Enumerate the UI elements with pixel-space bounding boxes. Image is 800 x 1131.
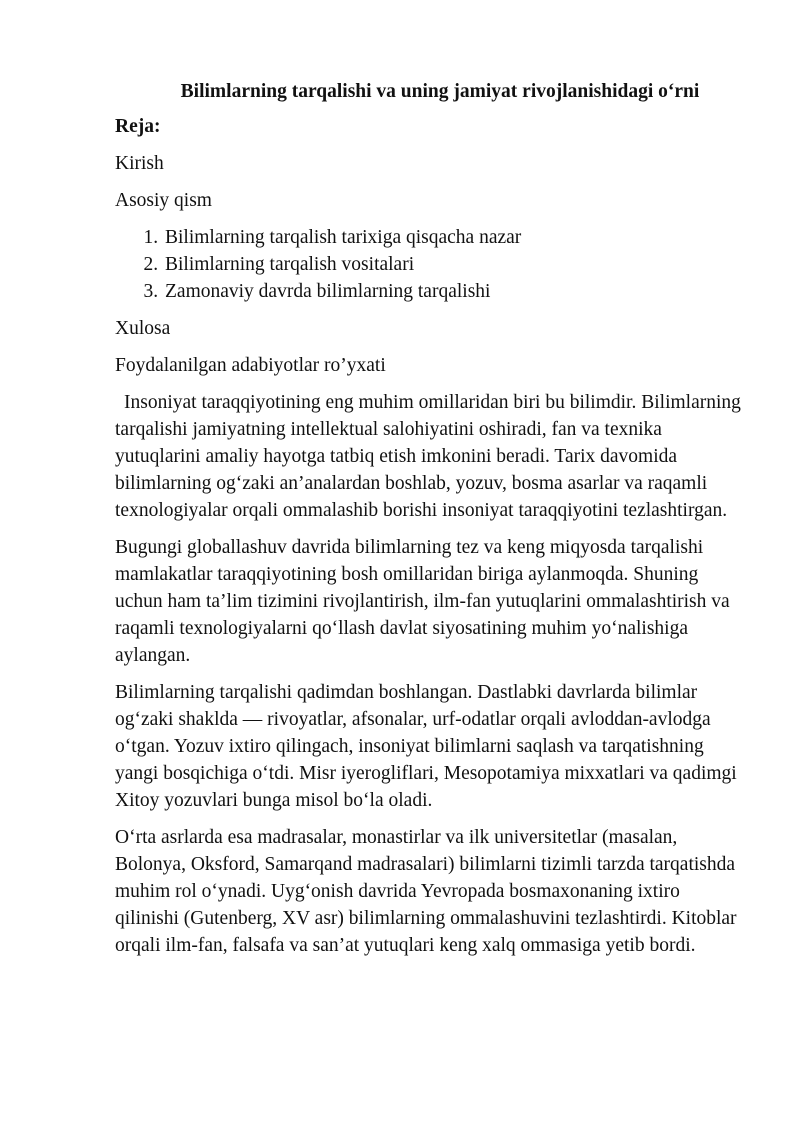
- plan-list-item: 3. Zamonaviy davrda bilimlarning tarqalishi: [163, 278, 745, 305]
- plan-list-item: 2. Bilimlarning tarqalish vositalari: [163, 251, 745, 278]
- document-title: Bilimlarning tarqalishi va uning jamiyat rivojlanishidagi o‘rni: [180, 81, 700, 102]
- plan-conclusion: Xulosa: [115, 318, 171, 339]
- plan-intro: Kirish: [115, 153, 164, 174]
- plan-heading: Reja:: [115, 116, 161, 137]
- plan-list: [115, 224, 745, 305]
- body-paragraph: Bugungi globallashuv davrida bilimlarning tez va keng miqyosda tarqalishi mamlakatlar taraqqiyotining bosh omillaridan biriga aylanmoqda. Shuning uchun ham ta’lim tizimini rivojlantirish, ilm-fan yutuqlarini ommalashtirish va raqamli texnologiyalarni qo‘llash davlat siyosatining muhim yo‘nalishiga aylangan.: [115, 537, 730, 666]
- body-paragraph: Insoniyat taraqqiyotining eng muhim omillaridan biri bu bilimdir. Bilimlarning tarqalishi jamiyatning intellektual salohiyatini oshiradi, fan va texnika yutuqlarini amaliy hayotga tatbiq etish imkonini beradi. Tarix davomida bilimlarning og‘zaki an’analardan boshlab, yozuv, bosma asarlar va raqamli texnologiyalar orqali ommalashib borishi insoniyat taraqqiyotini tezlashtirgan.: [115, 392, 741, 521]
- plan-references: Foydalanilgan adabiyotlar ro’yxati: [115, 355, 386, 376]
- plan-list-item: 1. Bilimlarning tarqalish tarixiga qisqacha nazar: [163, 224, 745, 251]
- body-paragraph: Bilimlarning tarqalishi qadimdan boshlangan. Dastlabki davrlarda bilimlar og‘zaki shaklda — rivoyatlar, afsonalar, urf-odatlar orqali avloddan-avlodga o‘tgan. Yozuv ixtiro qilingach, insoniyat bilimlarni saqlash va tarqatishning yangi bosqichiga o‘tdi. Misr iyerogliflari, Mesopotamiya mixxatlari va qadimgi Xitoy yozuvlari bunga misol bo‘la oladi.: [115, 682, 737, 811]
- document-page: [115, 78, 745, 969]
- plan-main-part: Asosiy qism: [115, 190, 212, 211]
- body-paragraph: O‘rta asrlarda esa madrasalar, monastirlar va ilk universitetlar (masalan, Bolonya, Oksford, Samarqand madrasalari) bilimlarni tizimli tarzda tarqatishda muhim rol o‘ynadi. Uyg‘onish davrida Yevropada bosmaxonaning ixtiro qilinishi (Gutenberg, XV asr) bilimlarning ommalashuvini tezlashtirdi. Kitoblar orqali ilm-fan, falsafa va san’at yutuqlari keng xalq ommasiga yetib bordi.: [115, 827, 737, 956]
